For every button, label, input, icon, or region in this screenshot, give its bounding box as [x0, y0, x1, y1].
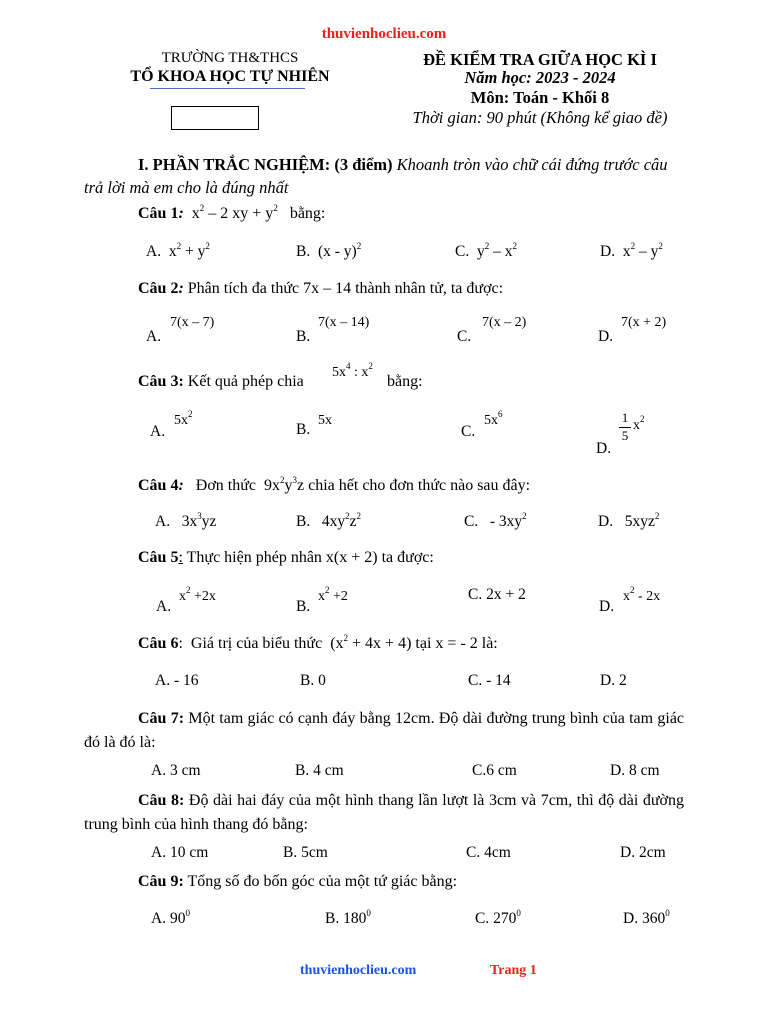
q6-option-d[interactable]: D. 2 [600, 672, 627, 689]
question-3-label: Câu 3: [138, 373, 184, 390]
q3-option-d-var: $x^2$ [633, 414, 645, 433]
q1-option-b[interactable]: B. (x - y)$^2$ [296, 241, 362, 260]
q1-option-c[interactable]: C. $y^2 - x^2$ [455, 241, 517, 260]
department-name: TỔ KHOA HỌC TỰ NHIÊN [130, 68, 330, 85]
q2-option-d-expr: 7(x + 2) [621, 315, 667, 330]
school-year: Năm học: 2023 - 2024 [464, 68, 616, 87]
q4-option-d[interactable]: D. 5xyz$^2$ [598, 511, 660, 530]
q3-option-d[interactable]: D. [596, 440, 612, 457]
q3-option-c-expr: $5x^6$ [484, 409, 503, 428]
q9-option-d[interactable]: D. $360^0$ [623, 908, 670, 927]
q7-option-a[interactable]: A. 3 cm [151, 762, 201, 779]
question-8: Câu 8: Độ dài hai đáy của một hình thang lần lượt là 3cm và 7cm, thì độ dài đường trung bình của hình thang đó bằng: [84, 792, 685, 833]
question-8-label: Câu 8: [138, 792, 185, 809]
q8-option-a[interactable]: A. 10 cm [151, 844, 209, 861]
q2-option-a[interactable]: A. [146, 328, 162, 345]
q3-option-a[interactable]: A. [150, 423, 166, 440]
q5-option-d[interactable]: D. [599, 598, 615, 615]
q8-option-b[interactable]: B. 5cm [283, 844, 328, 861]
question-9: Câu 9: Tổng số đo bốn góc của một tứ giác bằng: [138, 873, 458, 890]
question-1-label: Câu 1 [138, 205, 179, 222]
q4-option-c[interactable]: C. - $3xy^2$ [464, 511, 527, 530]
q2-option-c-expr: 7(x – 2) [482, 315, 527, 330]
section-instruction: Khoanh tròn vào chữ cái đứng trước câu [396, 155, 668, 174]
site-header-link[interactable]: thuvienhoclieu.com [321, 26, 447, 42]
department-underline [150, 88, 305, 89]
q5-option-d-expr: $x^2 - 2x$ [623, 585, 661, 604]
q3-text-after: bằng: [387, 373, 423, 390]
q4-option-a[interactable]: A. $3x^3yz$ [155, 511, 217, 530]
q1-option-a[interactable]: A. $x^2 + y^2$ [146, 241, 210, 260]
subject-grade: Môn: Toán - Khối 8 [470, 88, 610, 107]
q6-option-b[interactable]: B. 0 [300, 672, 326, 689]
q9-option-a[interactable]: A. $90^0$ [151, 908, 190, 927]
exam-duration: Thời gian: 90 phút (Không kể giao đề) [412, 108, 668, 127]
question-5: Câu 5: Thực hiện phép nhân x(x + 2) ta được: [138, 549, 434, 566]
q7-option-c[interactable]: C.6 cm [472, 762, 517, 779]
question-6: Câu 6: Giá trị của biểu thức $(x^2 + 4x + 4)$ tại x = - 2 là: [138, 633, 498, 652]
q5-option-a[interactable]: A. [156, 598, 172, 615]
question-2: Câu 2: Phân tích đa thức 7x – 14 thành nhân tử, ta được: [138, 280, 504, 297]
q5-option-c[interactable]: C. 2x + 2 [468, 586, 526, 603]
question-7: Câu 7: Một tam giác có cạnh đáy bằng 12cm. Độ dài đường trung bình của tam giác đó là đó là: [84, 710, 685, 751]
q7-option-d[interactable]: D. 8 cm [610, 762, 660, 779]
q1-option-d[interactable]: D. $x^2 - y^2$ [600, 241, 663, 260]
q3-option-d-fraction: $\frac{1}{5}$ [619, 410, 631, 444]
section-heading [138, 155, 668, 175]
q2-option-b-expr: 7(x – 14) [318, 315, 370, 330]
question-1: Câu 1: $x^2 - 2$ xy + $y^2$ bằng: [138, 203, 326, 222]
q3-option-c[interactable]: C. [461, 423, 476, 440]
question-4-label: Câu 4 [138, 477, 179, 494]
q2-option-d[interactable]: D. [598, 328, 614, 345]
q7-option-b[interactable]: B. 4 cm [295, 762, 344, 779]
question-7-label: Câu 7: [138, 710, 185, 727]
q2-option-a-expr: 7(x – 7) [170, 315, 215, 330]
school-name: TRƯỜNG TH&THCS [161, 50, 299, 66]
question-9-label: Câu 9: [138, 873, 184, 890]
section-instruction-cont: trả lời mà em cho là đúng nhất [84, 178, 289, 197]
footer-site-link[interactable]: thuvienhoclieu.com [300, 963, 417, 978]
question-5-label: Câu 5 [138, 549, 179, 566]
q5-option-b-expr: $x^2 +2$ [318, 585, 348, 604]
q2-option-c[interactable]: C. [457, 328, 472, 345]
page-number: Trang 1 [490, 963, 537, 978]
q5-option-a-expr: $x^2 +2x$ [179, 585, 216, 604]
q9-option-c[interactable]: C. $270^0$ [475, 908, 521, 927]
q4-option-b[interactable]: B. $4xy^2z^2$ [296, 511, 361, 530]
q3-expression: $5x^4$ : $x^2$ [332, 361, 373, 380]
q3-option-a-expr: $5x^2$ [174, 409, 193, 428]
question-4: Câu 4: Đơn thức $9x^2y^3z$ chia hết cho đơn thức nào sau đây: [138, 475, 531, 494]
exam-code-box [171, 106, 259, 130]
question-6-label: Câu 6 [138, 635, 179, 652]
question-2-label: Câu 2 [138, 280, 179, 297]
section-title: I. PHẦN TRẮC NGHIỆM: (3 điểm) [138, 155, 393, 174]
q2-option-b[interactable]: B. [296, 328, 311, 345]
q5-option-b[interactable]: B. [296, 598, 311, 615]
q3-option-b-expr: 5x [318, 413, 332, 428]
q6-option-c[interactable]: C. - 14 [468, 672, 511, 689]
question-3: Câu 3: Kết quả phép chia [138, 373, 304, 390]
q8-option-d[interactable]: D. 2cm [620, 844, 666, 861]
q6-option-a[interactable]: A. - 16 [155, 672, 199, 689]
q3-option-b[interactable]: B. [296, 421, 311, 438]
q8-option-c[interactable]: C. 4cm [466, 844, 511, 861]
q9-option-b[interactable]: B. $180^0$ [325, 908, 371, 927]
exam-title: ĐỀ KIỂM TRA GIỮA HỌC KÌ I [423, 50, 657, 69]
